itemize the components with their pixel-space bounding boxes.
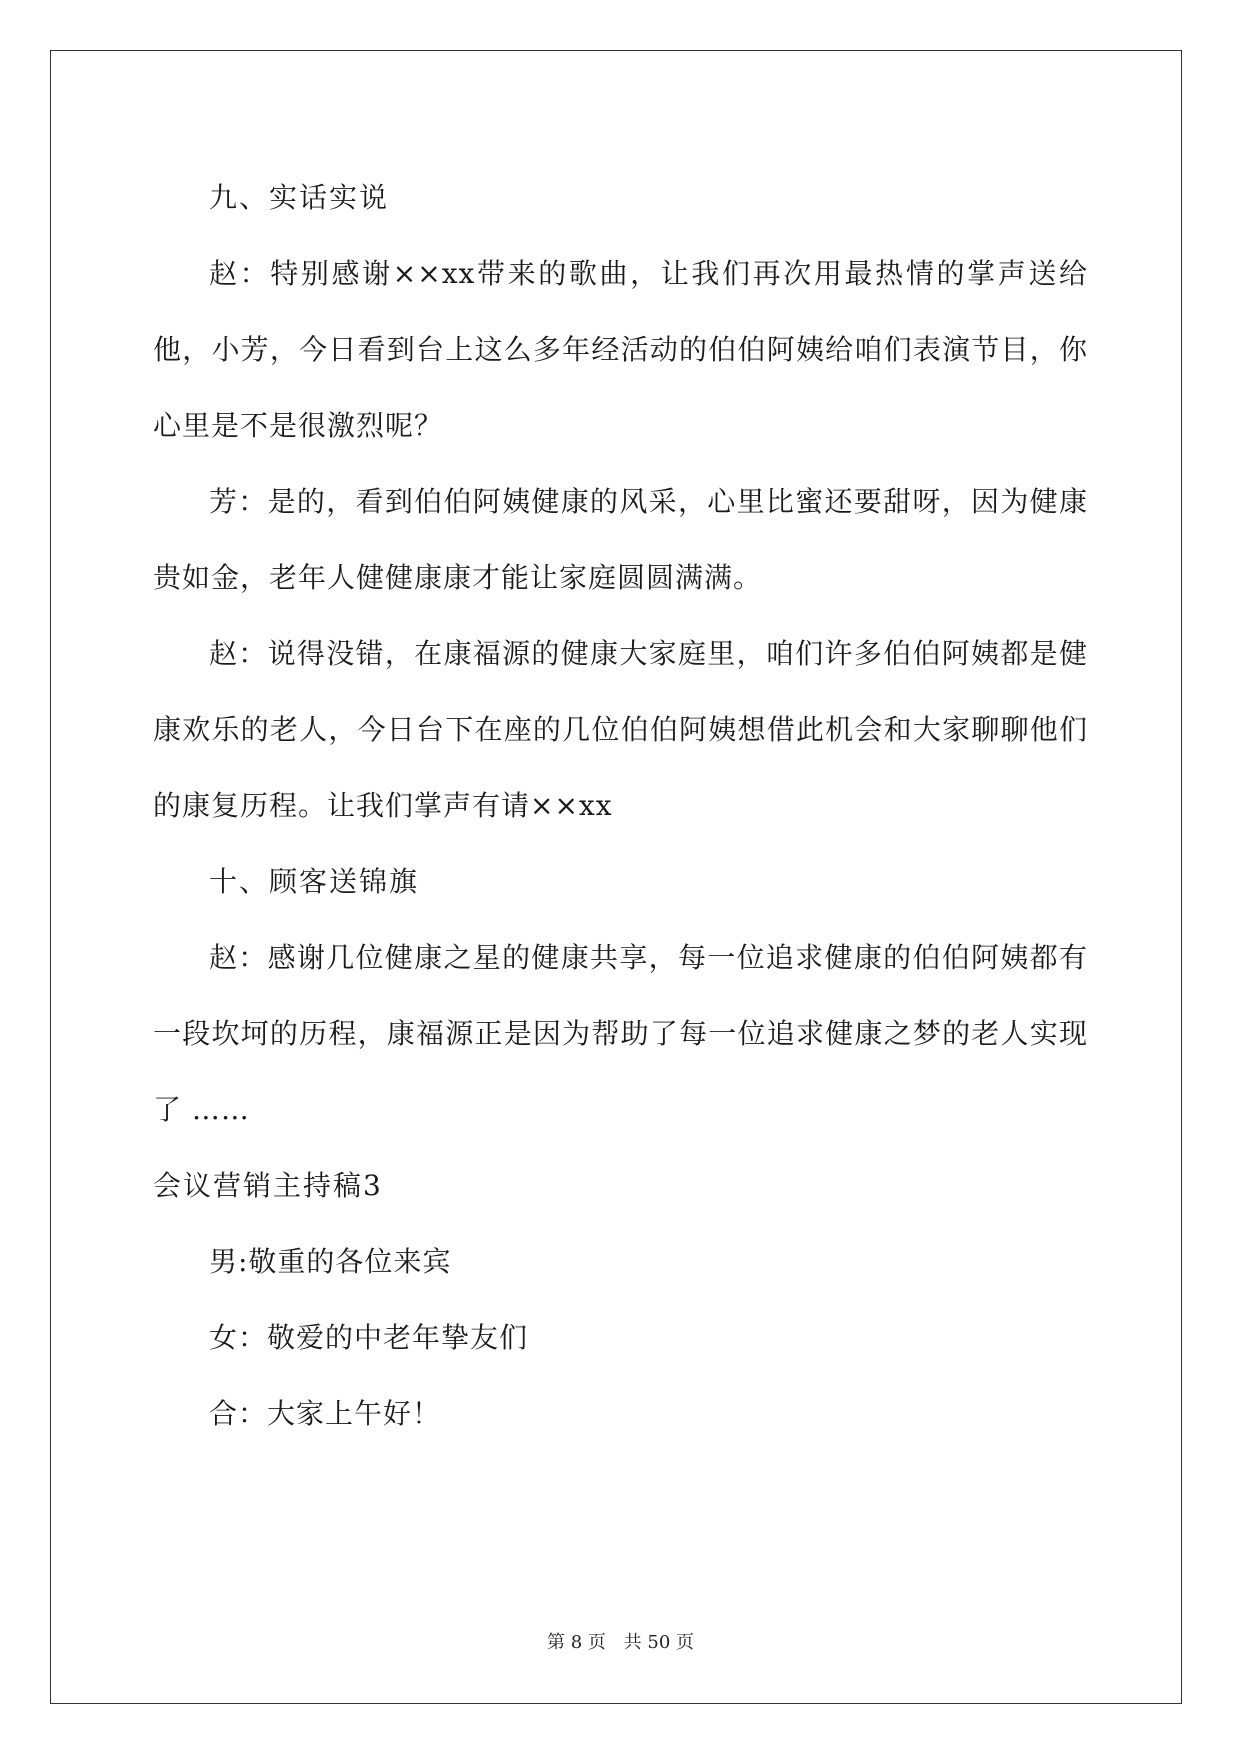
heading-shihuashishuo: 九、实话实说 — [209, 181, 390, 214]
paragraph: 芳：是的，看到伯伯阿姨健康的风采，心里比蜜还要甜呀，因为健康贵如金，老年人健健康康才能让家庭圆圆满满。 — [153, 485, 1088, 594]
paragraph: 合：大家上午好！ — [209, 1397, 442, 1430]
page-total: 共 50 页 — [623, 1632, 694, 1653]
page-footer — [0, 1628, 1241, 1654]
document-body — [153, 160, 1088, 1452]
paragraph: 赵：说得没错，在康福源的健康大家庭里，咱们许多伯伯阿姨都是健康欢乐的老人，今日台下在座的几位伯伯阿姨想借此机会和大家聊聊他们的康复历程。让我们掌声有请××xx — [153, 637, 1088, 822]
paragraph: 赵：特别感谢××xx带来的歌曲，让我们再次用最热情的掌声送给他，小芳，今日看到台上这么多年经活动的伯伯阿姨给咱们表演节目，你心里是不是很激烈呢？ — [153, 257, 1088, 442]
paragraph: 女：敬爱的中老年挚友们 — [209, 1321, 529, 1354]
paragraph: 男:敬重的各位来宾 — [209, 1245, 452, 1278]
page-number: 第 8 页 — [547, 1632, 606, 1653]
heading-songjinqi: 十、顾客送锦旗 — [209, 865, 420, 898]
paragraph: 赵：感谢几位健康之星的健康共享，每一位追求健康的伯伯阿姨都有一段坎坷的历程，康福源正是因为帮助了每一位追求健康之梦的老人实现了 …… — [153, 941, 1088, 1126]
section-title: 会议营销主持稿3 — [153, 1169, 383, 1202]
